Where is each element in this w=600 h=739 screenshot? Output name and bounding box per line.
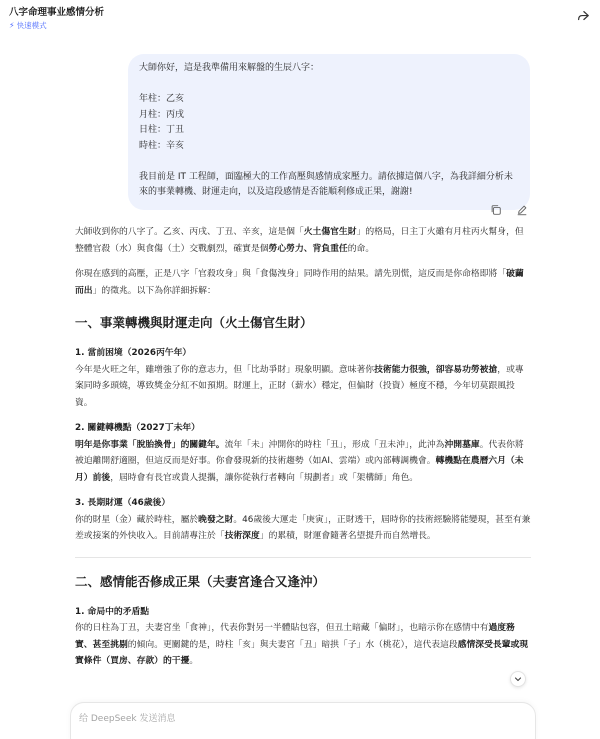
answer-paragraph: [75, 224, 531, 257]
copy-icon[interactable]: [490, 204, 502, 216]
emphasis-text: 沖開墓庫: [444, 439, 480, 450]
mode-indicator: [9, 20, 591, 31]
text-segment: 。46歲後大運走「庚寅」，正財透干，屆時你的技術經驗將能變現，甚至有兼差或接案的外快收入。目前請專注於「: [75, 514, 531, 541]
item-body: [75, 437, 531, 487]
bolt-icon: ⚡: [9, 21, 15, 30]
user-message-line: 大師你好，這是我準備用來解盤的生辰八字：: [139, 63, 320, 73]
emphasis-text: 技術深度: [224, 531, 260, 541]
section-heading: 一、事業轉機與財運走向（火土傷官生財）: [75, 315, 313, 330]
mode-label: 快速模式: [16, 21, 47, 30]
emphasis-text: 過度務實、甚至挑剔: [75, 623, 515, 650]
assistant-answer: [75, 224, 531, 679]
text-segment: 的命。: [347, 243, 375, 254]
text-segment: 」的格局，日主丁火雖有月柱丙火幫身，但整體官殺（水）與食傷（土）交戰劇烈，確實是個: [75, 227, 524, 254]
text-segment: 。: [189, 656, 199, 666]
emphasis-text: 轉機點在農曆六月（未月）前後: [75, 456, 524, 483]
user-message: [128, 54, 530, 210]
item-body: [75, 512, 531, 545]
emphasis-text: 破繭而出: [75, 269, 524, 296]
text-segment: 你的財星（金）藏於時柱，屬於: [75, 514, 199, 525]
emphasis-text: 感情深受長輩或現實條件（買房、存款）的干擾: [75, 639, 529, 666]
user-message-line: [139, 77, 519, 93]
message-composer: [70, 702, 536, 739]
emphasis-text: 明年是你事業「脫胎換骨」的關鍵年。: [75, 439, 225, 450]
text-segment: 」的累積，財運會隨著名望提升而自然增長。: [259, 531, 436, 541]
emphasis-text: 晚發之財: [198, 514, 234, 525]
conversation[interactable]: [0, 34, 600, 704]
emphasis-text: 勞心勞力、背負重任: [268, 243, 348, 254]
section-divider: [75, 557, 531, 558]
emphasis-text: 火土傷官生財: [303, 227, 357, 237]
item-title: 1. 命局中的矛盾點: [75, 606, 150, 617]
user-message-line: 時柱：辛亥: [139, 140, 185, 151]
text-segment: 今年是火旺之年，雖增強了你的意志力，但「比劫爭財」現象明顯。意味著你: [75, 364, 375, 375]
answer-paragraph: [75, 266, 531, 299]
message-actions: [490, 204, 528, 216]
emphasis-text: 技術能力很強，卻容易功勞被搶: [374, 364, 498, 375]
text-segment: 大師收到你的八字了。乙亥、丙戌、丁丑、辛亥，這是個「: [75, 227, 304, 237]
text-segment: ，屆時會有長官或貴人提攜，讓你從執行者轉向「規劃者」或「架構師」角色。: [110, 472, 419, 483]
edit-icon[interactable]: [516, 204, 528, 216]
user-message-line: 日柱：丁丑: [139, 125, 185, 135]
chevron-down-icon: [514, 675, 522, 683]
user-message-line: 年柱：乙亥: [139, 94, 185, 104]
item-body: [75, 362, 531, 412]
text-segment: 你的日柱為丁丑，夫妻宮坐「食神」，代表你對另一半體貼包容，但丑土暗藏「偏財」，也暗示你在感情中有: [75, 623, 489, 633]
user-message-line: [139, 154, 519, 170]
scroll-down-button[interactable]: [510, 671, 526, 687]
item-body: [75, 620, 531, 670]
item-title: 3. 長期財運（46歲後）: [75, 498, 171, 508]
share-icon[interactable]: [576, 9, 590, 23]
text-segment: 流年「未」沖開你的時柱「丑」，形成「丑未沖」，此沖為: [224, 439, 445, 450]
text-segment: ，或專案同時多頭燒，導致獎金分紅不如預期。財運上，正財（薪水）穩定，但偏財（投資）極度不穩，今年切莫跟風投資。: [75, 364, 524, 408]
message-input[interactable]: [79, 711, 519, 727]
text-segment: 你現在感到的高壓，正是八字「官殺攻身」與「食傷洩身」同時作用的結果。請先別慌，這反而是你命格即將「: [75, 269, 507, 279]
chat-title: 八字命理事业感情分析: [9, 7, 105, 18]
top-bar: [0, 0, 600, 34]
section-heading: 二、感情能否修成正果（夫妻宮逢合又逢沖）: [75, 573, 326, 589]
item-title: 1. 當前困境（2026丙午年）: [75, 348, 192, 358]
user-message-line: 月柱：丙戌: [139, 109, 185, 120]
text-segment: 的傾向。更關鍵的是，時柱「亥」與夫妻宮「丑」暗拱「子」水（桃花），這代表這段: [127, 639, 458, 650]
user-message-line: 我目前是 IT 工程師，面臨極大的工作高壓與感情成家壓力。請依據這個八字，為我詳細分析未來的事業轉機、財運走向，以及這段感情是否能順利修成正果，謝謝!: [139, 171, 513, 197]
item-title: 2. 關鍵轉機點（2027丁未年）: [75, 423, 200, 433]
text-segment: 」的徵兆。以下為你詳細拆解：: [92, 285, 216, 296]
text-segment: 。代表你將被迫離開舒適圈，但這反而是好事。你會發現新的技術趨勢（如AI、雲端）或內部轉調機會。: [75, 439, 524, 466]
